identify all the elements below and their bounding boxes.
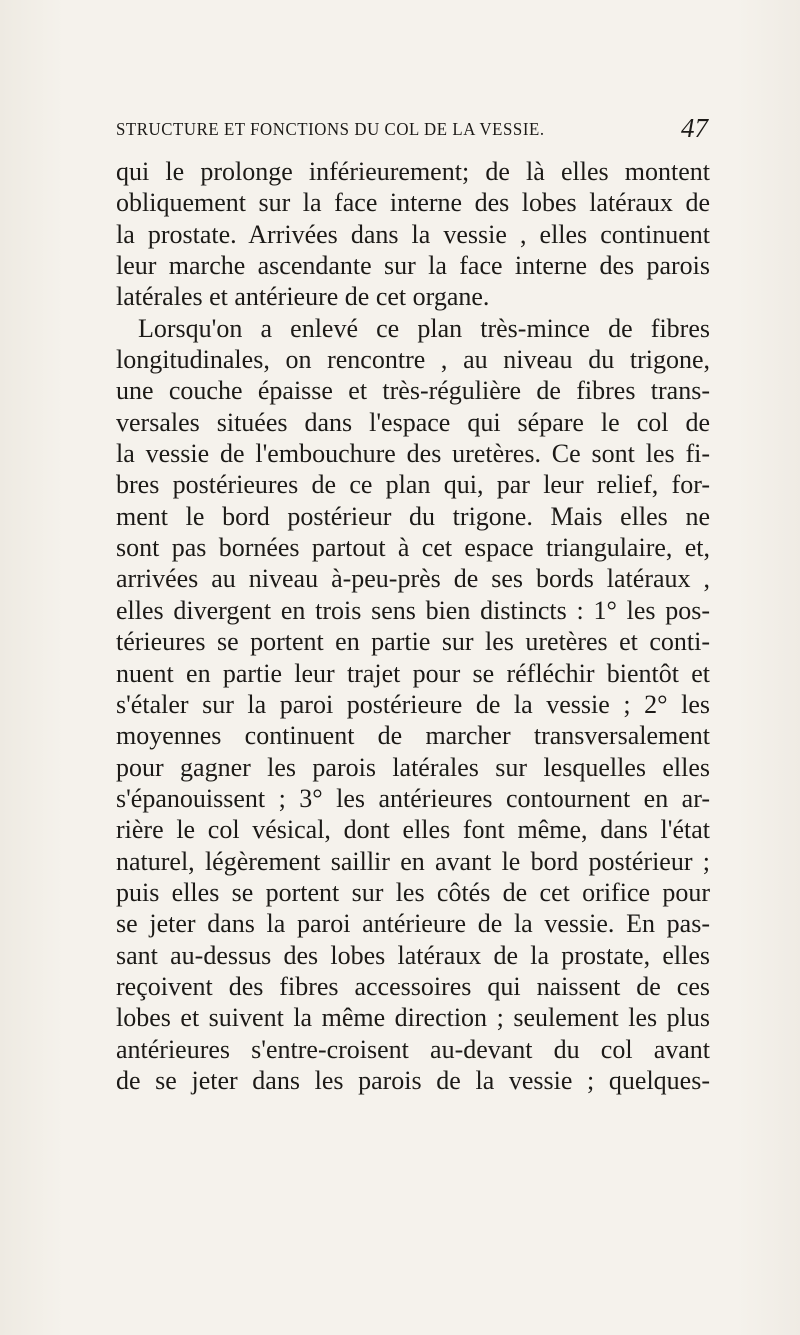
page-number: 47 (681, 113, 708, 143)
text-line: versales situées dans l'espace qui sépare le col de (116, 407, 710, 437)
text-line: de se jeter dans les parois de la vessie ; quelques- (116, 1065, 710, 1095)
text-line: la vessie de l'embouchure des uretères. Ce sont les fi- (116, 439, 710, 469)
text-line: s'épanouissent ; 3° les antérieures contournent en ar- (116, 783, 710, 813)
text-line: une couche épaisse et très-régulière de fibres trans- (116, 376, 710, 406)
body-text (116, 156, 710, 1096)
text-line: moyennes continuent de marcher transversalement (116, 721, 710, 751)
running-title: STRUCTURE ET FONCTIONS DU COL DE LA VESSIE. (116, 119, 545, 139)
text-line: antérieures s'entre-croisent au-devant du col avant (116, 1034, 710, 1064)
text-line: leur marche ascendante sur la face interne des parois (116, 251, 710, 281)
text-line: qui le prolonge inférieurement; de là elles montent (116, 157, 710, 186)
text-line: longitudinales, on rencontre , au niveau du trigone, (116, 345, 710, 375)
text-line: lobes et suivent la même direction ; seulement les plus (116, 1003, 710, 1033)
text-line: se jeter dans la paroi antérieure de la vessie. En pas- (116, 909, 710, 939)
text-line: pour gagner les parois latérales sur lesquelles elles (116, 752, 710, 782)
text-line: naturel, légèrement saillir en avant le bord postérieur ; (116, 846, 710, 876)
text-line: sant au-dessus des lobes latéraux de la prostate, elles (116, 940, 710, 970)
text-line: sont pas bornées partout à cet espace triangulaire, et, (116, 533, 710, 563)
running-head (116, 113, 708, 143)
text-line: s'étaler sur la paroi postérieure de la vessie ; 2° les (116, 689, 710, 719)
text-line: rière le col vésical, dont elles font même, dans l'état (116, 815, 710, 845)
text-line: reçoivent des fibres accessoires qui naissent de ces (116, 971, 710, 1001)
text-line: bres postérieures de ce plan qui, par leur relief, for- (116, 470, 710, 500)
text-line: latérales et antérieure de cet organe. (116, 282, 490, 312)
text-line: ment le bord postérieur du trigone. Mais elles ne (116, 501, 710, 531)
text-line: arrivées au niveau à-peu-près de ses bords latéraux , (116, 564, 710, 594)
text-line: elles divergent en trois sens bien distincts : 1° les pos- (116, 595, 710, 625)
text-line: obliquement sur la face interne des lobes latéraux de (116, 188, 710, 218)
text-line: térieures se portent en partie sur les uretères et conti- (116, 627, 710, 657)
text-line: puis elles se portent sur les côtés de cet orifice pour (116, 877, 710, 907)
text-line: nuent en partie leur trajet pour se réfléchir bientôt et (116, 658, 710, 688)
text-line: la prostate. Arrivées dans la vessie , elles continuent (116, 219, 710, 249)
text-line: Lorsqu'on a enlevé ce plan très-mince de fibres (138, 313, 710, 343)
